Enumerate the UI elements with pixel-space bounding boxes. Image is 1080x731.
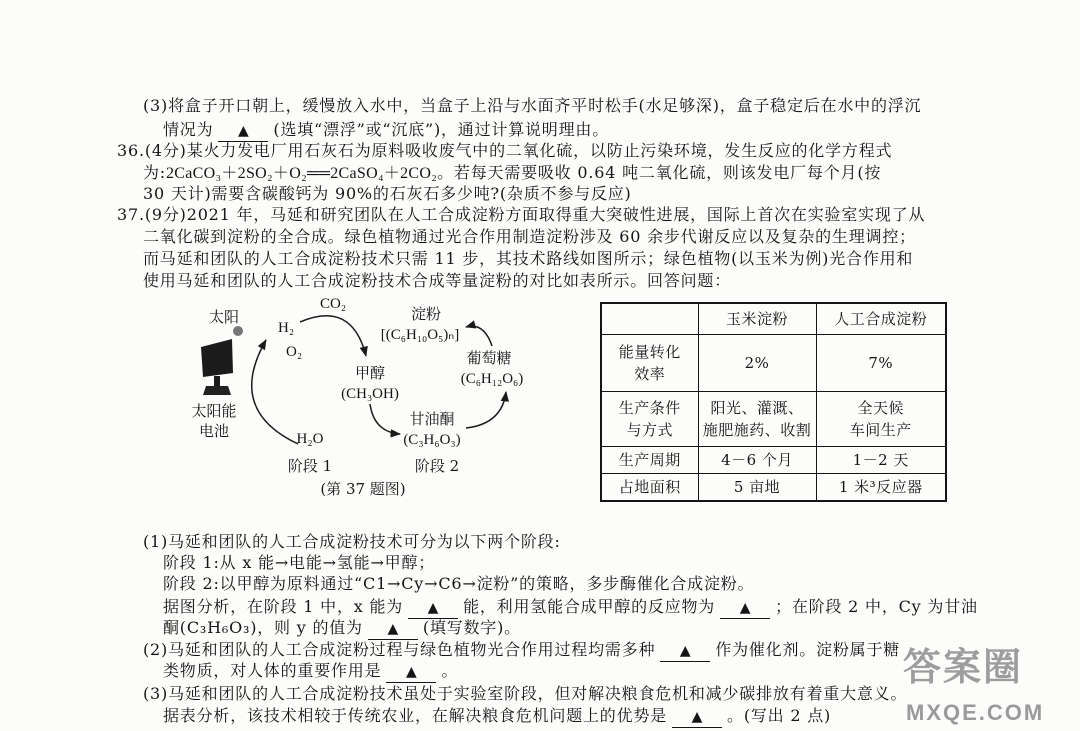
q37-stage1-line: 阶段 1:从 x 能→电能→氢能→甲醇； (163, 553, 436, 572)
q37-text: (2)马延和团队的人工合成淀粉过程与绿色植物光合作用过程均需多种 (143, 640, 656, 659)
arrow-methanol-to-dha (370, 404, 400, 434)
q37-text: (填写数字)。 (422, 618, 521, 637)
starch-formula: [(C₆H₁₀O₅)ₙ] (380, 327, 460, 343)
table-cell: 2% (698, 334, 816, 391)
sun-label: 太阳 (208, 308, 240, 326)
comparison-table (600, 302, 947, 502)
table-cell: 1 米³反应器 (816, 473, 946, 501)
solar-cell-label-line1: 太阳能 (191, 402, 237, 420)
o2-label: O₂ (286, 344, 303, 360)
q37-line4: 使用马延和团队的人工合成淀粉技术合成等量淀粉的对比如表所示。回答问题： (143, 271, 732, 290)
table-row (601, 446, 946, 473)
h2-label: H₂ (278, 320, 295, 336)
q37-part3-line1: (3)马延和团队的人工合成淀粉技术虽处于实验室阶段，但对解决粮食危机和减少碳排放有着重大意义。 (143, 684, 908, 703)
q36-text: 为: (143, 163, 166, 182)
q36-text: 。若每天需要吸收 0.64 吨二氧化硫，则该发电厂每个月(按 (437, 163, 882, 182)
starch-label: 淀粉 (410, 305, 442, 323)
dha-label: 甘油酮 (409, 410, 455, 428)
solar-cell-label-line2: 电池 (198, 422, 230, 440)
q37-text: 据表分析，该技术相较于传统农业，在解决粮食危机问题上的优势是 (163, 706, 668, 725)
sun-icon (233, 326, 243, 336)
glucose-formula: (C₆H₁₂O₆) (460, 371, 524, 387)
table-header-cell: 玉米淀粉 (698, 303, 816, 334)
dha-formula: (C₃H₆O₃) (403, 432, 461, 448)
answer-blank: ▲ (368, 620, 418, 640)
answer-blank: ▲ (218, 122, 268, 142)
q37-text: ；在阶段 2 中，Cy 为甘油 (775, 597, 978, 616)
q37-text: 据图分析，在阶段 1 中，x 能为 (163, 597, 404, 616)
stage2-label: 阶段 2 (414, 457, 460, 475)
table-row-label: 生产条件 与方式 (601, 391, 698, 446)
q36-line3: 30 天计)需要含碳酸钙为 90%的石灰石多少吨?(杂质不参与反应) (143, 184, 632, 203)
co2-label: CO₂ (319, 296, 347, 312)
q37-text: 。(写出 2 点) (727, 706, 832, 725)
watermark-logo: 答案圈 (903, 645, 1024, 689)
answer-blank: ▲ (408, 599, 458, 619)
table-cell: 7% (816, 334, 946, 391)
figure-caption: (第 37 题图) (320, 480, 406, 498)
table-row-label: 生产周期 (601, 446, 698, 473)
answer-blank: ▲ (660, 642, 710, 662)
q35-part3-line1: (3)将盒子开口朝上，缓慢放入水中，当盒子上沿与水面齐平时松手(水足够深)，盒子稳定后在水中的浮沉 (143, 96, 922, 115)
q37-text: 类物质，对人体的重要作用是 (163, 661, 382, 680)
table-cell: 阳光、灌溉、 施肥施药、收割 (698, 391, 816, 446)
table-cell: 1－2 天 (816, 446, 946, 473)
table-cell: 4－6 个月 (698, 446, 816, 473)
q37-part3-line2 (163, 705, 831, 728)
q37-line3: 而马延和团队的人工合成淀粉技术只需 11 步，其技术路线如图所示；绿色植物(以玉米为例)光合作用和 (143, 249, 914, 268)
table-corner-cell (601, 303, 698, 334)
arrow-hydrogen-to-methanol (300, 316, 366, 356)
q37-text: 作为催化剂。淀粉属于糖 (715, 640, 901, 659)
table-row-label: 占地面积 (601, 473, 698, 501)
q37-part1-analysis (163, 596, 978, 619)
q37-part2-line1 (143, 639, 900, 662)
h2o-label: H₂O (296, 431, 324, 447)
q37-line1: 37.(9分)2021 年，马延和研究团队在人工合成淀粉方面取得重大突破性进展，国际上首次在实验室实现了从 (117, 205, 926, 224)
q37-text: 能，利用氢能合成甲醇的反应物为 (463, 597, 716, 616)
arrow-glucose-to-starch (466, 326, 492, 346)
q37-line2: 二氧化碳到淀粉的全合成。绿色植物通过光合作用制造淀粉涉及 60 余步代谢反应以及复杂的生理调控； (143, 227, 916, 246)
table-row (601, 391, 946, 446)
q37-stage2-line: 阶段 2:以甲醇为原料通过“C1→Cy→C6→淀粉”的策略，多步酶催化合成淀粉。 (163, 574, 755, 593)
stage1-label: 阶段 1 (287, 457, 333, 475)
arrow-dha-to-glucose (466, 392, 506, 428)
table-cell: 5 亩地 (698, 473, 816, 501)
q35-text: (选填“漂浮”或“沉底”)，通过计算说明理由。 (273, 120, 610, 139)
table-cell: 全天候 车间生产 (816, 391, 946, 446)
q35-text: 情况为 (163, 120, 214, 139)
watermark-site: MXQE.COM (906, 700, 1045, 725)
table-row (601, 334, 946, 391)
answer-blank: ▲ (720, 599, 770, 619)
methanol-formula: (CH₃OH) (341, 386, 399, 402)
answer-blank: ▲ (672, 708, 722, 728)
q37-text: 酮(C₃H₆O₃)，则 y 的值为 (163, 618, 363, 637)
table-row-label: 能量转化 效率 (601, 334, 698, 391)
q37-part1-line5 (163, 617, 521, 640)
chemical-equation: 2CaCO₃＋2SO₂＋O₂══2CaSO₄＋2CO₂ (166, 165, 438, 182)
table-header-row (601, 303, 946, 334)
q37-part1-intro: (1)马延和团队的人工合成淀粉技术可分为以下两个阶段: (143, 532, 561, 551)
answer-blank: ▲ (386, 663, 436, 683)
q37-text: 。 (441, 661, 459, 680)
q37-part2-line2 (163, 660, 458, 683)
solar-cell-icon (201, 339, 233, 395)
table-header-cell: 人工合成淀粉 (816, 303, 946, 334)
table-row (601, 473, 946, 501)
methanol-label: 甲醇 (354, 364, 386, 382)
glucose-label: 葡萄糖 (466, 349, 512, 367)
q36-line1: 36.(4分)某火力发电厂用石灰石为原料吸收废气中的二氧化硫，以防止污染环境，发生反应的化学方程式 (117, 141, 893, 160)
